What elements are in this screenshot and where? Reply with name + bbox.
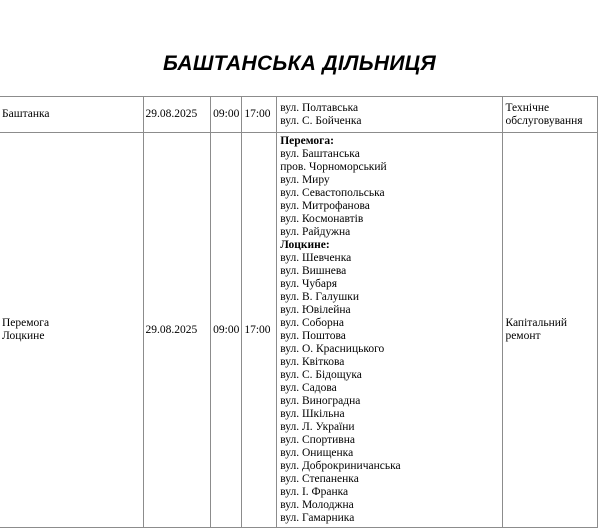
- street-item: вул. Полтавська: [280, 101, 359, 114]
- settlement-name: Баштанка: [2, 108, 50, 120]
- settlement-name: Лоцкине: [2, 330, 45, 342]
- street-item: вул. Севастопольська: [280, 187, 385, 199]
- reason-line: Капітальний: [505, 317, 568, 329]
- table-row: [0, 133, 598, 528]
- reason-line: ремонт: [505, 330, 541, 342]
- street-item: вул. Квіткова: [280, 356, 345, 368]
- street-item: вул. О. Красницького: [280, 343, 385, 355]
- street-item: вул. Вишнева: [280, 265, 347, 277]
- street-item: вул. Виноградна: [280, 395, 361, 407]
- street-item: вул. С. Бідощука: [280, 369, 362, 381]
- reason-cell: [503, 97, 598, 133]
- street-item: вул. Поштова: [280, 330, 346, 342]
- settlement-cell: [0, 97, 143, 133]
- street-item: вул. Л. України: [280, 421, 355, 433]
- street-item: вул. І. Франка: [280, 486, 349, 498]
- street-item: вул. Шкільна: [280, 408, 345, 420]
- street-item: вул. Спортивна: [280, 434, 355, 446]
- table-row: [0, 97, 598, 133]
- end-time-cell: 17:00: [242, 133, 277, 528]
- start-time-cell: 09:00: [211, 133, 242, 528]
- outage-schedule-table: [0, 96, 598, 528]
- street-item: вул. Доброкриничанська: [280, 460, 401, 472]
- reason-line: Технічне: [505, 101, 550, 114]
- street-item: пров. Чорноморський: [280, 161, 387, 173]
- street-item: вул. Райдужна: [280, 226, 351, 238]
- street-item: вул. Митрофанова: [280, 200, 370, 212]
- street-item: вул. Ювілейна: [280, 304, 351, 316]
- street-group-header: Перемога:: [280, 135, 334, 147]
- street-item: вул. Садова: [280, 382, 337, 394]
- street-item: вул. Молоджна: [280, 499, 354, 511]
- street-item: вул. В. Галушки: [280, 291, 360, 303]
- date-cell: 29.08.2025: [143, 97, 211, 133]
- streets-cell: [277, 133, 503, 528]
- settlement-name: Перемога: [2, 317, 50, 329]
- street-item: вул. Космонавтів: [280, 213, 364, 225]
- street-item: вул. Баштанська: [280, 148, 360, 160]
- reason-cell: [503, 133, 598, 528]
- streets-cell: [277, 97, 503, 133]
- street-item: вул. С. Бойченка: [280, 114, 362, 127]
- street-item: вул. Миру: [280, 174, 330, 186]
- reason-line: обслуговування: [505, 114, 583, 127]
- street-item: вул. Онищенка: [280, 447, 354, 459]
- street-item: вул. Степаненка: [280, 473, 359, 485]
- start-time-cell: 09:00: [211, 97, 242, 133]
- street-item: вул. Гамарника: [280, 512, 355, 524]
- street-item: вул. Шевченка: [280, 252, 352, 264]
- date-cell: 29.08.2025: [143, 133, 211, 528]
- street-item: вул. Соборна: [280, 317, 344, 329]
- end-time-cell: 17:00: [242, 97, 277, 133]
- street-group-header: Лоцкине:: [280, 239, 330, 251]
- street-item: вул. Чубаря: [280, 278, 338, 290]
- settlement-cell: [0, 133, 143, 528]
- page-title: БАШТАНСЬКА ДІЛЬНИЦЯ: [163, 52, 436, 75]
